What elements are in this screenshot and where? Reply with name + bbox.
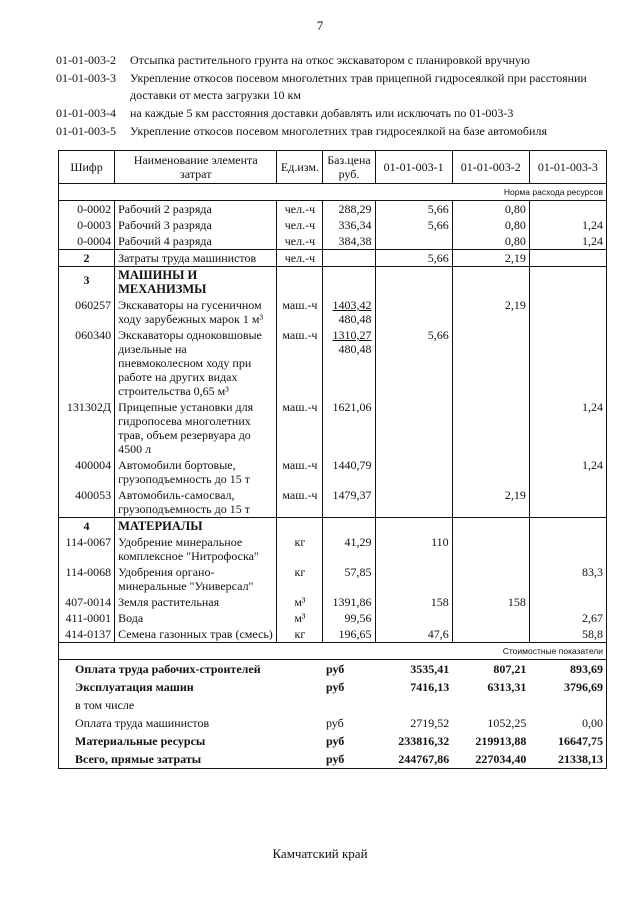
row-value-2: 2,19 [452, 250, 529, 267]
row-value-1 [375, 297, 452, 327]
row-value-3: 58,8 [582, 627, 603, 641]
row-unit: маш.-ч [277, 399, 323, 457]
table-row [59, 297, 607, 327]
row-unit: чел.-ч [277, 250, 323, 267]
section-row-materials [59, 518, 607, 535]
intro-text: Укрепление откосов посевом многолетних трав гидросеялкой на базе автомобиля [130, 124, 547, 138]
row-code: 411-0001 [59, 610, 115, 626]
row-price: 336,34 [323, 217, 375, 233]
row-unit: м³ [277, 610, 323, 626]
table-row [59, 564, 607, 594]
row-price-operator: 480,48 [338, 312, 372, 326]
intro-code: 01-01-003-3 [56, 71, 116, 85]
table-row [59, 327, 607, 399]
summary-value-1: 2719,52 [410, 716, 450, 730]
row-price: 196,65 [323, 626, 375, 643]
table-row [59, 399, 607, 457]
intro-item [56, 105, 616, 122]
row-value-3 [529, 201, 606, 218]
row-name: Экскаваторы на гусеничном ходу зарубежных марок 1 м³ [115, 297, 277, 327]
row-name: Вода [115, 610, 277, 626]
row-value-3 [529, 534, 606, 564]
row-price: 288,29 [323, 201, 375, 218]
row-code: 400053 [59, 487, 115, 518]
row-unit: чел.-ч [277, 201, 323, 218]
header-col-1: 01-01-003-1 [375, 151, 452, 184]
summary-value-3: 16647,75 [558, 734, 603, 748]
summary-value-1: 244767,86 [398, 752, 450, 766]
header-price: Баз.цена руб. [323, 151, 375, 184]
row-code: 414-0137 [59, 626, 115, 643]
summary-value-2: 227034,40 [475, 752, 527, 766]
cost-label-row [59, 643, 607, 660]
row-value-1: 5,66 [375, 327, 452, 399]
row-unit: маш.-ч [277, 457, 323, 487]
summary-label-text: Эксплуатация машин [75, 680, 194, 694]
row-price: 41,29 [323, 534, 375, 564]
row-price: 57,85 [323, 564, 375, 594]
row-name: Прицепные установки для гидропосева многолетних трав, объем резервуара до 4500 л [115, 399, 277, 457]
row-unit: маш.-ч [277, 327, 323, 399]
row-price: 99,56 [323, 610, 375, 626]
summary-row [59, 660, 607, 679]
row-value-3: 1,24 [582, 458, 603, 472]
row-name: Земля растительная [115, 594, 277, 610]
summary-value-2: 1052,25 [487, 716, 527, 730]
row-value-2: 2,19 [452, 297, 529, 327]
row-name: Автомобиль-самосвал, грузоподъемность до 15 т [115, 487, 277, 518]
row-value-1 [375, 233, 452, 250]
row-name: Рабочий 2 разряда [115, 201, 277, 218]
row-value-3: 1,24 [582, 400, 603, 414]
row-value-2 [452, 564, 529, 594]
row-value-1: 5,66 [375, 201, 452, 218]
resource-table [58, 150, 607, 769]
row-value-3 [529, 594, 606, 610]
summary-unit: руб [325, 734, 345, 748]
table-row [59, 594, 607, 610]
summary-label [59, 660, 323, 679]
row-code: 114-0068 [59, 564, 115, 594]
row-value-1: 5,66 [375, 217, 452, 233]
row-price: 1621,06 [323, 399, 375, 457]
row-value-3 [529, 487, 606, 518]
row-value-1: 158 [375, 594, 452, 610]
section-number: 2 [59, 250, 115, 267]
table-row [59, 534, 607, 564]
row-unit: чел.-ч [277, 233, 323, 250]
row-name: Удобрение минеральное комплексное "Нитрофоска" [115, 534, 277, 564]
row-value-2 [452, 457, 529, 487]
summary-row [59, 678, 607, 696]
row-code: 0-0004 [59, 233, 115, 250]
summary-value-2: 6313,31 [487, 680, 527, 694]
row-name: Семена газонных трав (смесь) [115, 626, 277, 643]
section-number: 4 [59, 518, 115, 535]
row-unit: кг [277, 626, 323, 643]
summary-value-3: 893,69 [570, 662, 603, 676]
summary-row [59, 750, 607, 769]
section-number: 3 [59, 267, 115, 298]
summary-label [59, 714, 323, 732]
intro-list [56, 52, 616, 141]
row-value-2: 2,19 [452, 487, 529, 518]
summary-unit: руб [325, 752, 345, 766]
page-number: 7 [316, 18, 324, 33]
summary-value-1: 3535,41 [410, 662, 450, 676]
table-row [59, 233, 607, 250]
row-value-1 [375, 564, 452, 594]
section-row-machines [59, 267, 607, 298]
row-value-1 [375, 457, 452, 487]
row-value-3: 2,67 [582, 611, 603, 625]
row-name: Рабочий 4 разряда [115, 233, 277, 250]
row-value-2 [452, 610, 529, 626]
summary-label-text: Оплата труда машинистов [75, 716, 210, 730]
row-code: 060340 [59, 327, 115, 399]
row-value-2 [452, 626, 529, 643]
intro-code: 01-01-003-4 [56, 106, 116, 120]
row-price: 1440,79 [323, 457, 375, 487]
table-row [59, 610, 607, 626]
intro-text: Отсыпка растительного грунта на откос экскаватором с планировкой вручную [130, 53, 530, 67]
intro-text: Укрепление откосов посевом многолетних трав прицепной гидросеялкой при расстоянии доставки от места загрузки 10 км [130, 71, 587, 102]
row-price: 1310,27 [332, 328, 372, 342]
row-price: 384,38 [323, 233, 375, 250]
header-unit: Ед.изм. [277, 151, 323, 184]
intro-item [56, 52, 616, 69]
row-value-2 [452, 327, 529, 399]
row-value-1: 47,6 [375, 626, 452, 643]
intro-code: 01-01-003-5 [56, 124, 116, 138]
summary-unit: руб [325, 662, 345, 676]
row-value-2 [452, 534, 529, 564]
summary-label-text: Всего, прямые затраты [75, 752, 202, 766]
summary-label: в том числе [75, 698, 135, 712]
row-price: 1403,42 [332, 298, 372, 312]
summary-unit: руб [325, 680, 345, 694]
summary-value-3: 0,00 [582, 716, 603, 730]
summary-value-2: 807,21 [493, 662, 527, 676]
row-name: Рабочий 3 разряда [115, 217, 277, 233]
row-value-2 [452, 399, 529, 457]
summary-row [59, 732, 607, 750]
row-value-3 [529, 327, 606, 399]
norm-label-row [59, 184, 607, 201]
row-unit: м³ [277, 594, 323, 610]
summary-value-2: 219913,88 [475, 734, 527, 748]
summary-value-3: 21338,13 [558, 752, 603, 766]
header-code: Шифр [59, 151, 115, 184]
summary-unit: руб [325, 716, 344, 730]
intro-code: 01-01-003-2 [56, 53, 116, 67]
summary-value-1: 7416,13 [410, 680, 450, 694]
table-row [59, 487, 607, 518]
row-value-1: 5,66 [375, 250, 452, 267]
summary-row [59, 696, 607, 714]
row-name: Автомобили бортовые, грузоподъемность до 15 т [115, 457, 277, 487]
row-value-1 [375, 487, 452, 518]
table-row [59, 457, 607, 487]
row-value-1: 110 [375, 534, 452, 564]
row-value-1 [375, 399, 452, 457]
row-value-2: 0,80 [452, 233, 529, 250]
header-col-2: 01-01-003-2 [452, 151, 529, 184]
row-unit: маш.-ч [277, 297, 323, 327]
table-row [59, 217, 607, 233]
norm-label: Норма расхода ресурсов [59, 184, 607, 201]
row-code: 114-0067 [59, 534, 115, 564]
row-unit: кг [277, 534, 323, 564]
table-row [59, 201, 607, 218]
row-value-3: 1,24 [582, 218, 603, 232]
intro-item [56, 123, 616, 140]
row-price-operator: 480,48 [338, 342, 372, 356]
page-footer: Камчатский край [272, 846, 368, 861]
row-code: 0-0003 [59, 217, 115, 233]
section-row-operators [59, 250, 607, 267]
row-unit: маш.-ч [277, 487, 323, 518]
row-value-3: 83,3 [582, 565, 603, 579]
row-unit: кг [277, 564, 323, 594]
summary-row [59, 714, 607, 732]
row-code: 060257 [59, 297, 115, 327]
row-unit: чел.-ч [277, 217, 323, 233]
summary-value-1: 233816,32 [398, 734, 450, 748]
intro-text: на каждые 5 км расстояния доставки добавлять или исключать по 01-003-3 [130, 106, 514, 120]
row-code: 400004 [59, 457, 115, 487]
row-name: Затраты труда машинистов [115, 250, 277, 267]
header-col-3: 01-01-003-3 [529, 151, 606, 184]
row-code: 131302Д [59, 399, 115, 457]
row-price: 1391,86 [323, 594, 375, 610]
summary-label [59, 678, 323, 696]
row-value-3 [529, 297, 606, 327]
summary-label-text: Материальные ресурсы [75, 734, 206, 748]
row-value-3: 1,24 [582, 234, 603, 248]
section-title: МАТЕРИАЛЫ [115, 518, 277, 535]
row-name: Экскаваторы одноковшовые дизельные на пневмоколесном ходу при работе на других видах строительства 0,65 м³ [115, 327, 277, 399]
row-code: 407-0014 [59, 594, 115, 610]
row-value-1 [375, 610, 452, 626]
summary-label-text: Оплата труда рабочих-строителей [75, 662, 261, 676]
table-header-row [59, 151, 607, 184]
row-price: 1479,37 [323, 487, 375, 518]
row-value-3 [529, 250, 606, 267]
header-name: Наименование элемента затрат [115, 151, 277, 184]
section-title: МАШИНЫ И МЕХАНИЗМЫ [115, 267, 277, 298]
intro-item [56, 70, 616, 104]
summary-label [59, 732, 323, 750]
summary-label [59, 750, 323, 769]
row-name: Удобрения органо-минеральные "Универсал" [115, 564, 277, 594]
row-value-2: 0,80 [452, 201, 529, 218]
row-code: 0-0002 [59, 201, 115, 218]
row-value-2: 158 [452, 594, 529, 610]
summary-value-3: 3796,69 [564, 680, 603, 694]
cost-label: Стоимостные показатели [59, 643, 607, 660]
row-value-2: 0,80 [452, 217, 529, 233]
table-row [59, 626, 607, 643]
